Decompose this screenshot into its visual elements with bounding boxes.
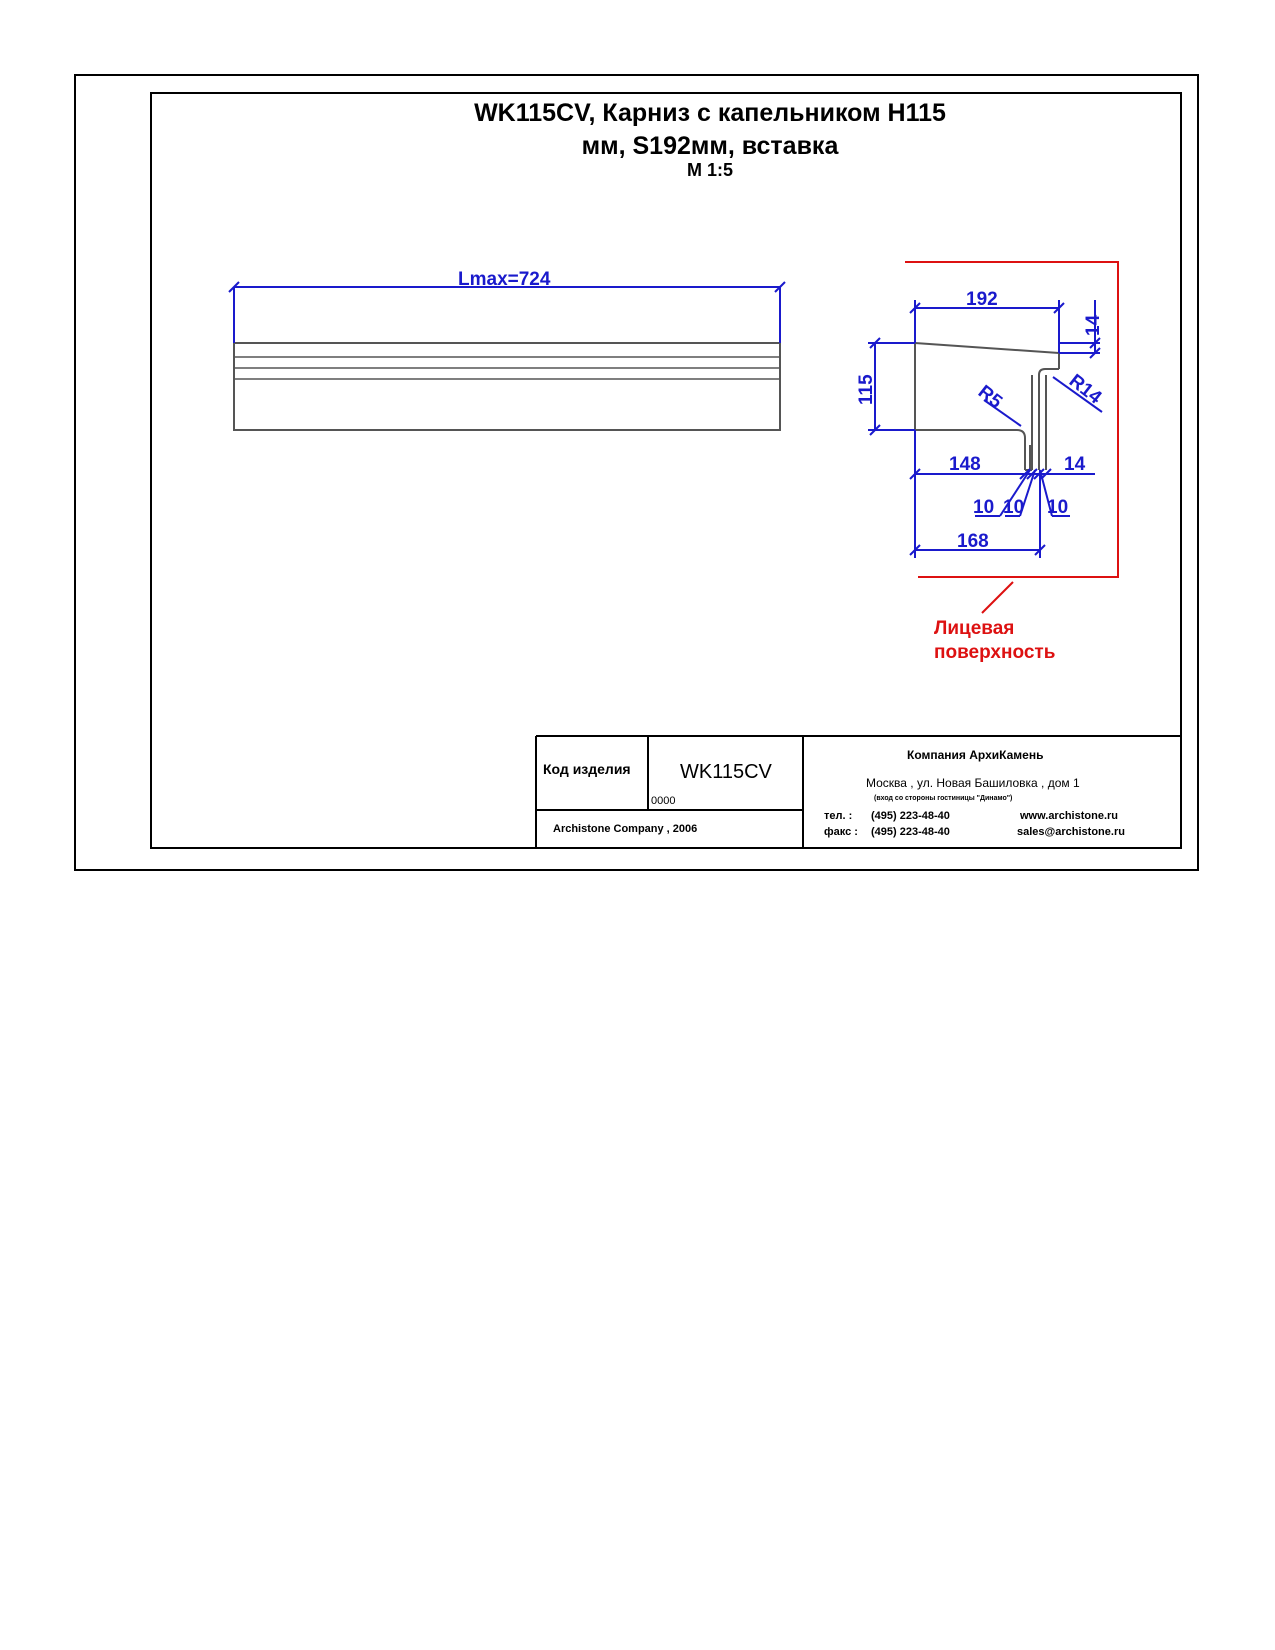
front-view	[229, 269, 785, 430]
length-dimension	[229, 282, 785, 343]
section-view	[856, 262, 1118, 613]
code-sub: 0000	[651, 795, 676, 807]
radius-r14: R14	[1064, 370, 1106, 409]
tel-number: (495) 223-48-40	[871, 810, 950, 822]
radius-r5: R5	[973, 381, 1006, 413]
fax-number: (495) 223-48-40	[871, 826, 950, 838]
face-note-line-2: поверхность	[934, 642, 1056, 663]
fax-label: факс :	[824, 826, 858, 838]
dim-14: 14	[1064, 454, 1086, 475]
dim-top-slope-14: 14	[1083, 314, 1104, 336]
dim-148: 148	[949, 454, 981, 475]
face-surface-note	[934, 617, 1055, 665]
dim-10-b: 10	[1003, 497, 1025, 518]
copyright: Archistone Company , 2006	[553, 823, 698, 835]
length-label: Lmax=724	[458, 269, 551, 290]
title-line-2: мм, S192мм, вставка	[581, 132, 839, 160]
company-address: Москва , ул. Новая Башиловка , дом 1	[866, 776, 1080, 790]
front-view-body	[234, 343, 780, 430]
face-note-line-1: Лицевая	[934, 618, 1015, 639]
address-note: (вход со стороны гостиницы "Динамо")	[874, 795, 1013, 802]
title-line-1: WK115CV, Карниз с капельником H115	[474, 99, 946, 127]
dim-10-a: 10	[973, 497, 995, 518]
website-link[interactable]: www.archistone.ru	[1020, 810, 1119, 822]
company-name: Компания АрхиКамень	[907, 748, 1044, 762]
dim-168: 168	[957, 531, 989, 552]
dim-10-c: 10	[1047, 497, 1069, 518]
code-label: Код изделия	[543, 761, 631, 777]
scale-label: М 1:5	[686, 160, 733, 180]
face-note-leader	[982, 582, 1013, 613]
email-link[interactable]: sales@archistone.ru	[1017, 826, 1125, 838]
dim-height-115: 115	[856, 374, 877, 405]
dim-width-192: 192	[966, 289, 998, 310]
code-value: WK115CV	[680, 761, 772, 783]
tel-label: тел. :	[824, 810, 853, 822]
